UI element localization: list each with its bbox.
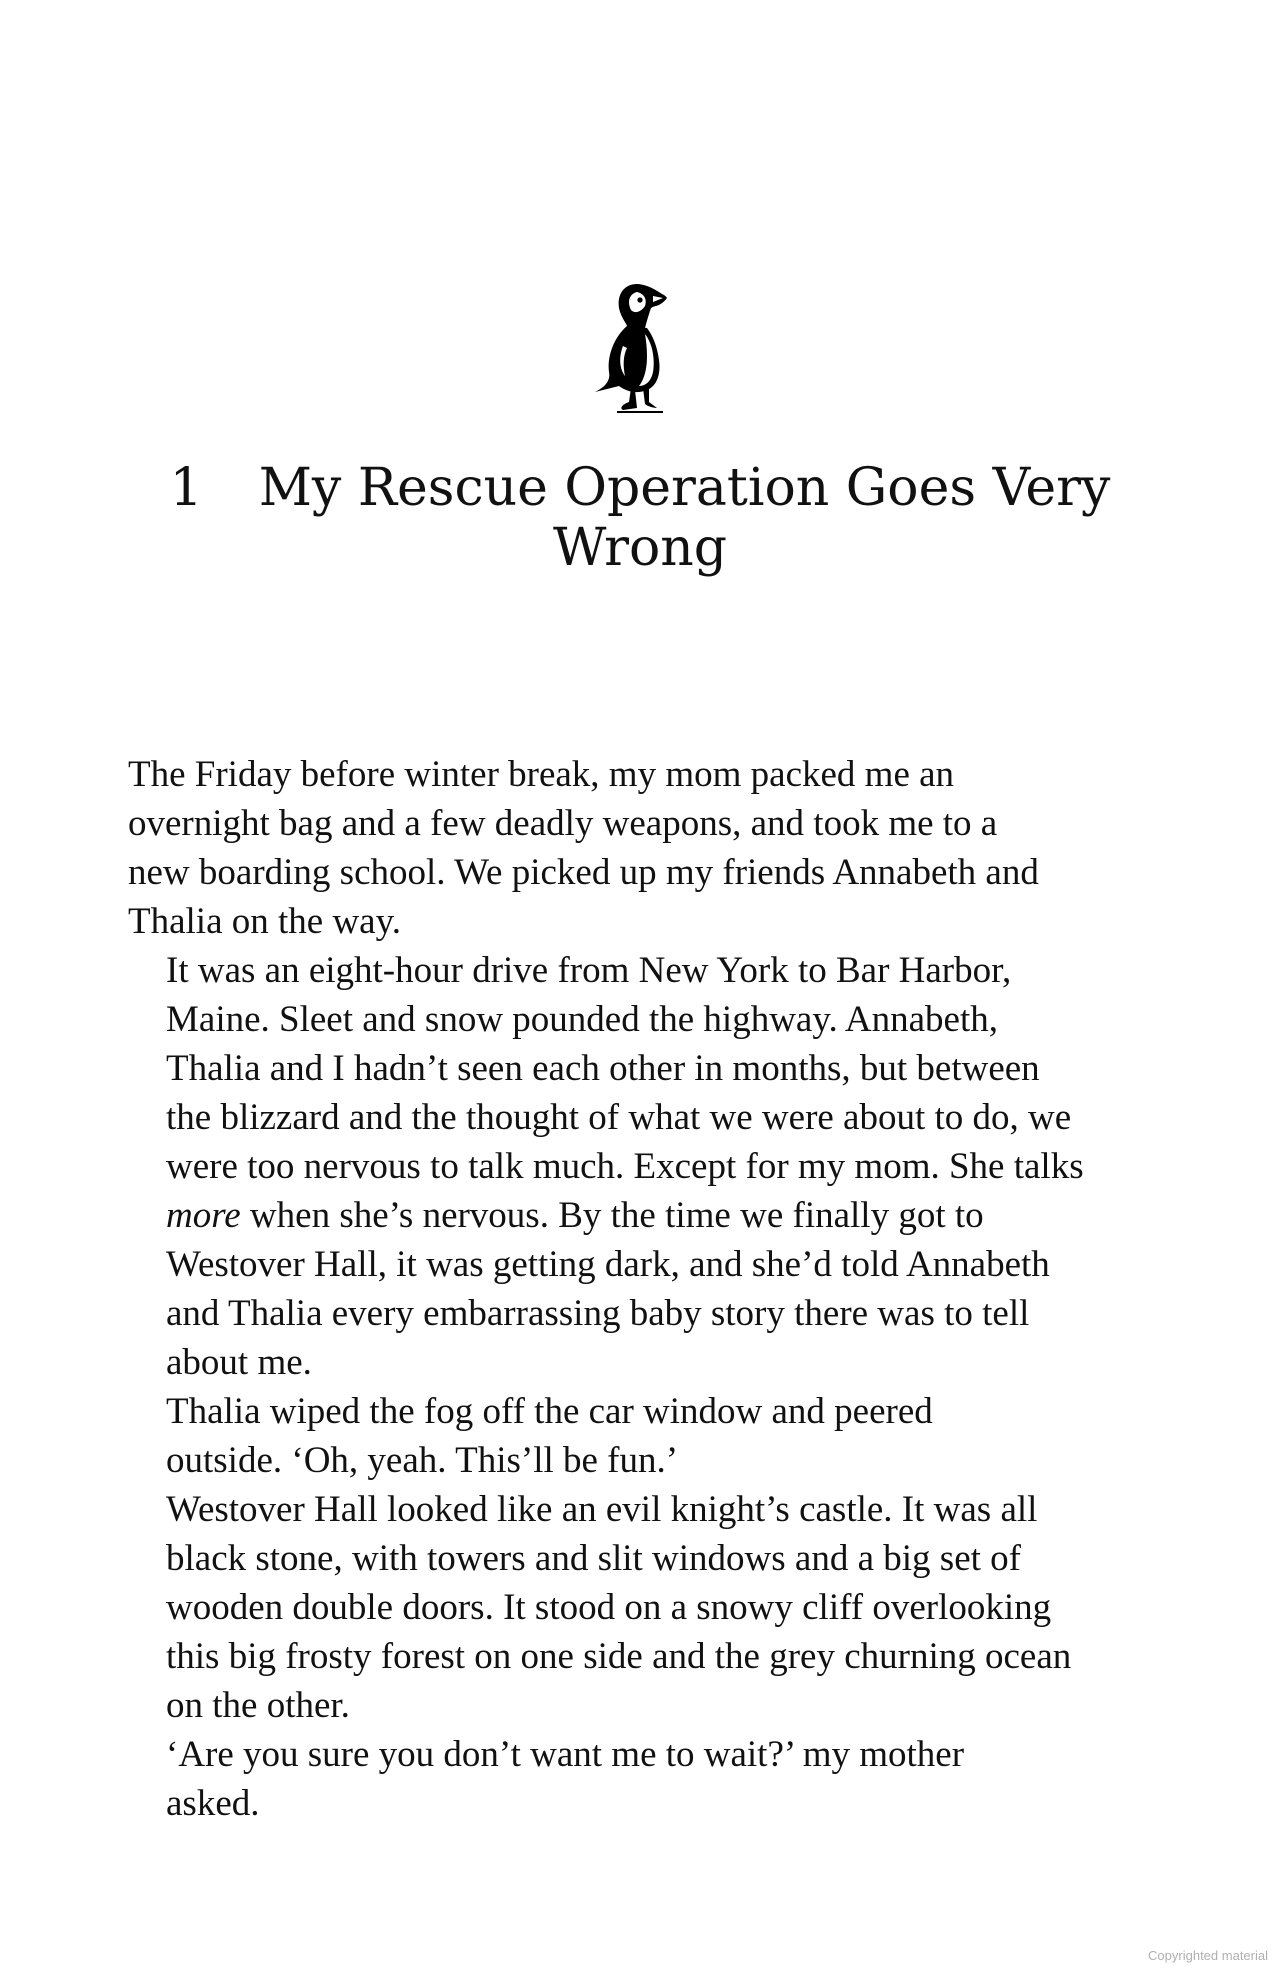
text-line: It was an eight-hour drive from New York to Bar Harbor, <box>166 950 1012 991</box>
paragraph <box>128 1730 1148 1828</box>
text-line: Thalia on the way. <box>128 901 401 942</box>
chapter-title-line-2: Wrong <box>552 518 728 578</box>
text-line: Thalia and I hadn’t seen each other in months, but between <box>166 1048 1040 1089</box>
text-line: ‘Are you sure you don’t want me to wait?’ my mother <box>166 1734 965 1775</box>
text-line: Thalia wiped the fog off the car window and peered <box>166 1391 933 1432</box>
text-line: asked. <box>166 1783 260 1824</box>
chapter-title <box>150 458 1130 578</box>
copyright-notice: Copyrighted material <box>1148 1948 1268 1963</box>
paragraph <box>128 750 1148 946</box>
text-line: outside. ‘Oh, yeah. This’ll be fun.’ <box>166 1440 679 1481</box>
text-line: Westover Hall looked like an evil knight’s castle. It was all <box>166 1489 1038 1530</box>
text-line: wooden double doors. It stood on a snowy cliff overlooking <box>166 1587 1052 1628</box>
text-line: this big frosty forest on one side and the grey churning ocean <box>166 1636 1072 1677</box>
text-line: Maine. Sleet and snow pounded the highway. Annabeth, <box>166 999 998 1040</box>
text-line: the blizzard and the thought of what we were about to do, we <box>166 1097 1072 1138</box>
text-line: and Thalia every embarrassing baby story there was to tell <box>166 1293 1030 1334</box>
text-line: about me. <box>166 1342 312 1383</box>
paragraph <box>128 1485 1148 1730</box>
paragraph <box>128 946 1148 1387</box>
text-line: black stone, with towers and slit windows and a big set of <box>166 1538 1021 1579</box>
text-line: were too nervous to talk much. Except for my mom. She talks <box>166 1146 1084 1187</box>
text-line: Westover Hall, it was getting dark, and she’d told Annabeth <box>166 1244 1050 1285</box>
paragraph <box>128 1387 1148 1485</box>
text-line: on the other. <box>166 1685 350 1726</box>
body-text <box>128 750 1148 1828</box>
text-segment: when she’s nervous. By the time we finally got to <box>240 1195 984 1236</box>
chapter-title-line-1 <box>150 458 1130 518</box>
puffin-icon <box>593 280 683 416</box>
italic-word: more <box>166 1195 241 1236</box>
text-line: The Friday before winter break, my mom packed me an <box>128 754 955 795</box>
chapter-number: 1 <box>169 458 203 518</box>
text-line: new boarding school. We picked up my friends Annabeth and <box>128 852 1039 893</box>
text-line: overnight bag and a few deadly weapons, and took me to a <box>128 803 998 844</box>
text-line <box>128 1191 1148 1240</box>
chapter-title-text: My Rescue Operation Goes Very <box>258 458 1111 518</box>
